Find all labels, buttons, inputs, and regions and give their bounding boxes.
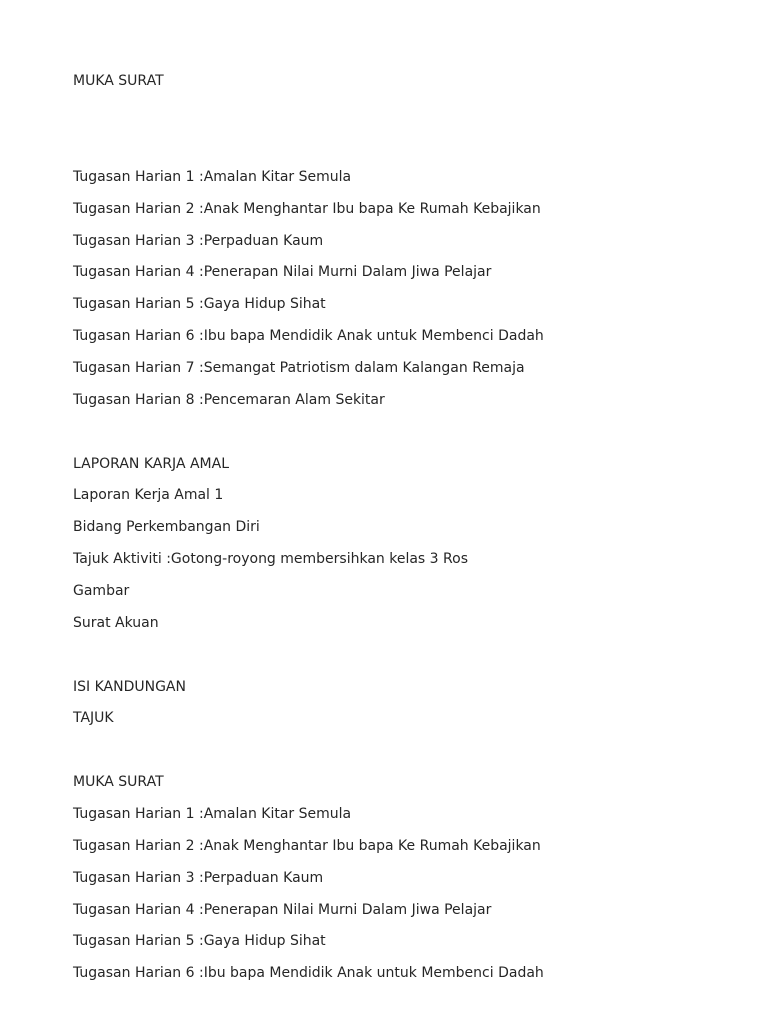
list-item: Tugasan Harian 4 :Penerapan Nilai Murni Dalam Jiwa Pelajar <box>73 264 492 280</box>
column-label-tajuk: TAJUK <box>73 710 114 726</box>
list-item: Surat Akuan <box>73 615 159 631</box>
list-item: Laporan Kerja Amal 1 <box>73 487 224 503</box>
list-item: Tugasan Harian 7 :Semangat Patriotism dalam Kalangan Remaja <box>73 360 525 376</box>
heading-isi-kandungan: ISI KANDUNGAN <box>73 679 186 695</box>
list-item: Tugasan Harian 3 :Perpaduan Kaum <box>73 870 324 886</box>
column-label-muka-surat: MUKA SURAT <box>73 774 164 790</box>
list-item: Tugasan Harian 2 :Anak Menghantar Ibu bapa Ke Rumah Kebajikan <box>73 201 541 217</box>
list-item: Tugasan Harian 8 :Pencemaran Alam Sekitar <box>73 392 385 408</box>
list-item: Bidang Perkembangan Diri <box>73 519 260 535</box>
list-item: Tugasan Harian 5 :Gaya Hidup Sihat <box>73 933 326 949</box>
list-item: Tugasan Harian 5 :Gaya Hidup Sihat <box>73 296 326 312</box>
list-item: Tugasan Harian 6 :Ibu bapa Mendidik Anak untuk Membenci Dadah <box>73 965 544 981</box>
list-item: Gambar <box>73 583 130 599</box>
list-item: Tugasan Harian 3 :Perpaduan Kaum <box>73 233 324 249</box>
heading-laporan: LAPORAN KARJA AMAL <box>73 456 230 472</box>
list-item: Tugasan Harian 4 :Penerapan Nilai Murni Dalam Jiwa Pelajar <box>73 902 492 918</box>
list-item: Tugasan Harian 6 :Ibu bapa Mendidik Anak untuk Membenci Dadah <box>73 328 544 344</box>
list-item: Tugasan Harian 1 :Amalan Kitar Semula <box>73 806 352 822</box>
list-item: Tugasan Harian 1 :Amalan Kitar Semula <box>73 169 352 185</box>
list-item: Tugasan Harian 2 :Anak Menghantar Ibu bapa Ke Rumah Kebajikan <box>73 838 541 854</box>
heading-muka-surat: MUKA SURAT <box>73 73 164 89</box>
list-item: Tajuk Aktiviti :Gotong-royong membersihkan kelas 3 Ros <box>73 551 468 567</box>
